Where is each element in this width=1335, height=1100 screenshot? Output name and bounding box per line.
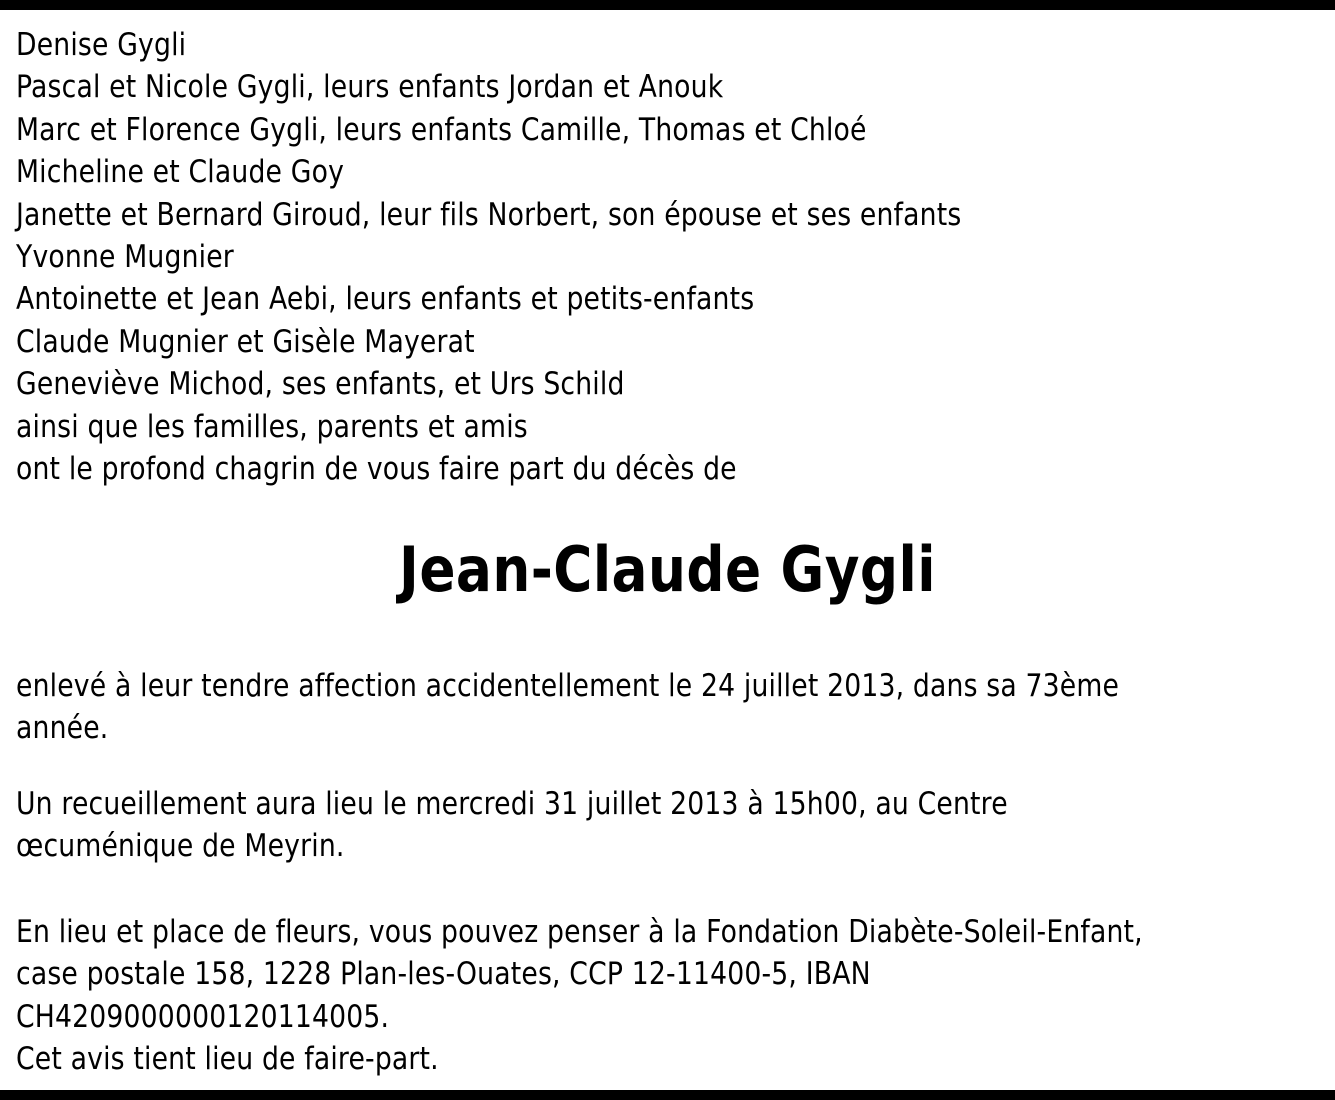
announcement-line: ont le profond chagrin de vous faire part du décès de bbox=[16, 451, 737, 488]
family-line: Claude Mugnier et Gisèle Mayerat bbox=[16, 323, 475, 360]
family-list bbox=[16, 24, 1321, 490]
family-line: Geneviève Michod, ses enfants, et Urs Schild bbox=[16, 366, 625, 403]
bottom-border-rule bbox=[0, 1090, 1335, 1100]
paragraph-line: CH4209000000120114005. bbox=[16, 998, 390, 1035]
ceremony-paragraph bbox=[16, 783, 1316, 868]
family-line: Janette et Bernard Giroud, leur fils Norbert, son épouse et ses enfants bbox=[16, 196, 962, 233]
family-line: Denise Gygli bbox=[16, 27, 187, 63]
deceased-name: Jean-Claude Gygli bbox=[399, 533, 936, 606]
family-line: Pascal et Nicole Gygli, leurs enfants Jordan et Anouk bbox=[16, 69, 724, 106]
paragraph-line: case postale 158, 1228 Plan-les-Ouates, CCP 12-11400-5, IBAN bbox=[16, 956, 871, 993]
family-line: Micheline et Claude Goy bbox=[16, 154, 345, 191]
family-line: Marc et Florence Gygli, leurs enfants Camille, Thomas et Chloé bbox=[16, 111, 867, 148]
death-paragraph bbox=[16, 665, 1316, 750]
paragraph-line: œcuménique de Meyrin. bbox=[16, 828, 345, 865]
family-line: ainsi que les familles, parents et amis bbox=[16, 408, 528, 445]
family-line: Antoinette et Jean Aebi, leurs enfants et petits-enfants bbox=[16, 281, 755, 318]
paragraph-line: En lieu et place de fleurs, vous pouvez penser à la Fondation Diabète-Soleil-Enfant, bbox=[16, 914, 1143, 950]
family-line: Yvonne Mugnier bbox=[16, 239, 234, 276]
paragraph-line: enlevé à leur tendre affection accidentellement le 24 juillet 2013, dans sa 73ème bbox=[16, 668, 1120, 704]
paragraph-line: Un recueillement aura lieu le mercredi 31 juillet 2013 à 15h00, au Centre bbox=[16, 786, 1008, 822]
top-border-rule bbox=[0, 0, 1335, 10]
paragraph-line: année. bbox=[16, 710, 109, 747]
donation-paragraph bbox=[16, 911, 1316, 1081]
closing-line: Cet avis tient lieu de faire-part. bbox=[16, 1041, 439, 1078]
